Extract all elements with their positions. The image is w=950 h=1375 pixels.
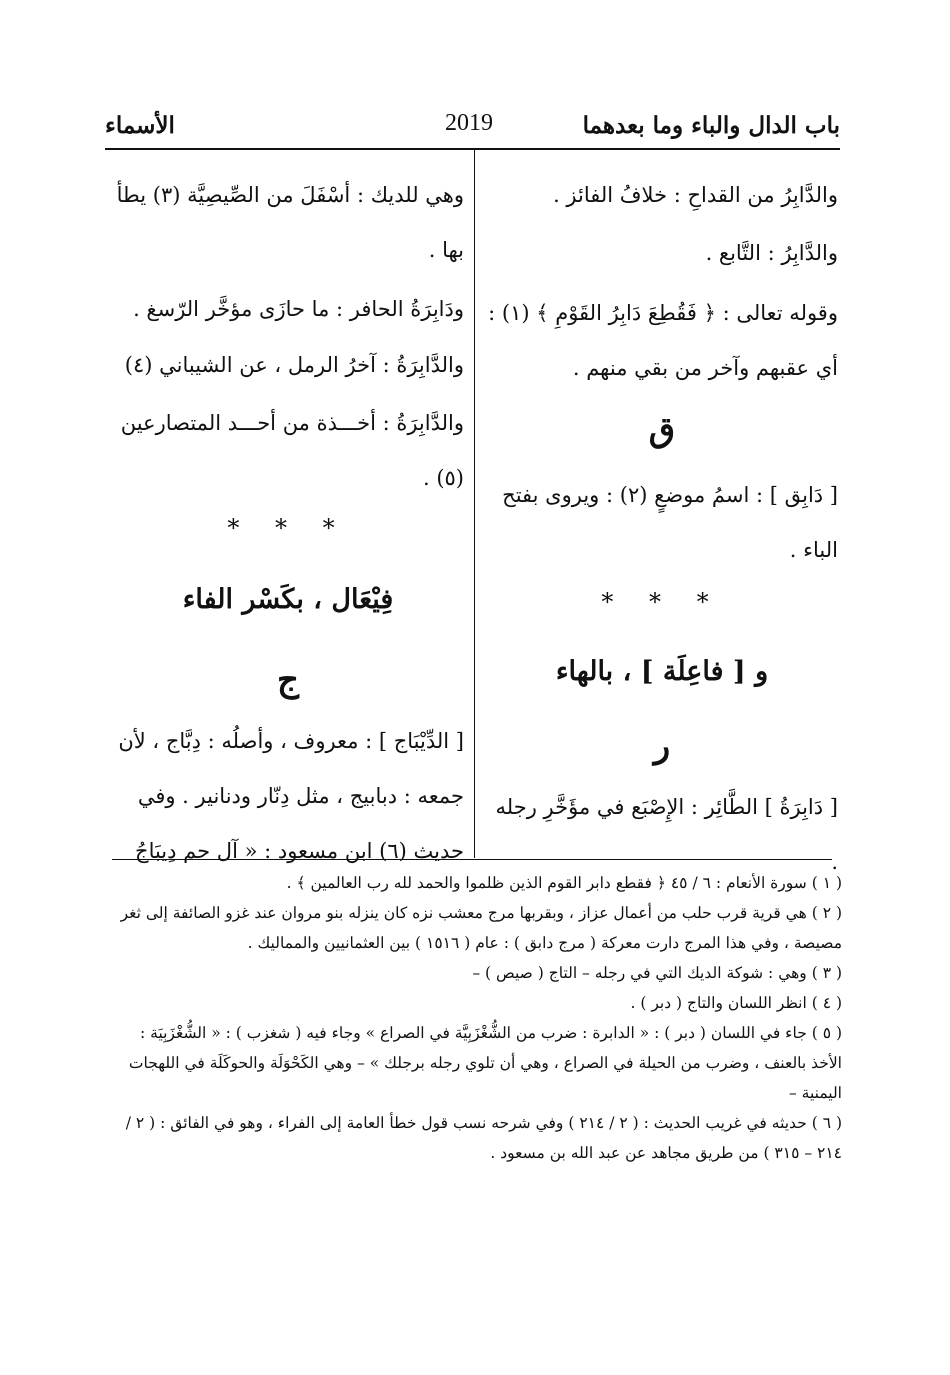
footnote: ( ٥ ) جاء في اللسان ( دبر ) : « الدابرة : ضرب من الشُّغْزَبِيَّة في الصراع » وجاء فيه ( شغزب ) : « الشُّغْزَبِيَة : الأخذ بالعنف ، وضرب من الحيلة في الصراع ، وهي أن تلوي رجله برجلك » – وهي الكَحْوَلَة والحوكَلَة في اللهجات اليمنية – bbox=[128, 1024, 842, 1102]
entry-dabirat-hafir: ودَابِرَةُ الحافر : ما حازَى مؤخَّر الرّسغ . bbox=[133, 297, 464, 321]
footnote: ( ٣ ) وهي : شوكة الديك التي في رجله – التاج ( صيص ) – bbox=[472, 964, 842, 982]
footnote: ( ٤ ) انظر اللسان والتاج ( دبر ) . bbox=[630, 994, 842, 1012]
footnote: ( ٢ ) هي قرية قرب حلب من أعمال عزاز ، وبقربها مرج معشب نزه كان ينزله بنو مروان عند غزو الصائفة إلى ثغر مصيصة ، وفي هذا المرج دارت معركة ( مرج دابق ) : عام ( ١٥١٦ ) بين العثمانيين والمماليك . bbox=[120, 904, 842, 952]
footnote-rule bbox=[112, 859, 832, 860]
entry-dabir-tabi: والدَّابِرُ : التَّابع . bbox=[705, 241, 838, 265]
footnote: ( ٦ ) حديثه في غريب الحديث : ( ٢ / ٢١٤ ) وفي شرحه نسب قول خطأ العامة إلى الفراء ، وهو في الفائق : ( ٢ / ٢١٤ – ٣١٥ ) من طريق مجاهد عن عبد الله بن مسعود . bbox=[125, 1114, 842, 1162]
section-heading-fiaal: فِيْعَال ، بكَسْر الفاء bbox=[182, 584, 394, 615]
letter-heading-qaf: ق bbox=[648, 410, 676, 450]
entry-dibaj: [ الدِّيْبَاج ] : معروف ، وأصلُه : دِبَّاج ، لأن جمعه : دبابيج ، مثل دِنّار ودنانير . وفي حديث (٦) ابن مسعود : « آل حم دِيبَاجُ bbox=[118, 729, 464, 863]
entry-dabirat-tair: [ دَابِرَةُ ] الطَّائِر : الإِصْبَع في مؤَخَّرِ رجله . bbox=[495, 795, 838, 874]
section-heading-faila: و [ فاعِلَة ] ، بالهاء bbox=[555, 656, 769, 687]
footnote: ( ١ ) سورة الأنعام : ٦ / ٤٥ ﴿ فقطع دابر القوم الذين ظلموا والحمد لله رب العالمين ﴾ . bbox=[286, 874, 842, 892]
footnotes bbox=[106, 868, 842, 1168]
running-header bbox=[105, 112, 840, 144]
entry-dabirat-raml: والدَّابِرَةُ : آخرُ الرمل ، عن الشيباني (٤) bbox=[124, 353, 464, 377]
letter-heading-jim: ج bbox=[277, 660, 299, 700]
entry-quran-verse: وقوله تعالى : ﴿ فَقُطِعَ دَابِرُ القَوْمِ ﴾ (١) : أي عقبهم وآخر من بقي منهم . bbox=[488, 301, 838, 380]
entry-dabir-qidah: والدَّابِرُ من القداحِ : خلافُ الفائز . bbox=[553, 183, 838, 207]
section-separator: * * * bbox=[601, 588, 723, 616]
entry-dabiq: [ دَابِق ] : اسمُ موضعٍ (٢) : ويروى بفتح الباء . bbox=[502, 483, 838, 562]
header-rule bbox=[105, 148, 840, 150]
page-number: 2019 bbox=[445, 110, 493, 136]
entry-dik: وهي للديك : أسْفَلَ من الصِّيصِيَّة (٣) يطأ بها . bbox=[116, 183, 464, 262]
letter-heading-ra: ر bbox=[653, 726, 671, 766]
column-divider bbox=[474, 150, 475, 858]
chapter-title: باب الدال والباء وما بعدهما bbox=[582, 112, 840, 139]
entry-dabirat-sira: والدَّابِرَةُ : أخـــذة من أحـــد المتصارعين (٥) . bbox=[120, 411, 464, 490]
section-separator: * * * bbox=[227, 514, 349, 542]
section-title: الأسماء bbox=[105, 112, 175, 139]
